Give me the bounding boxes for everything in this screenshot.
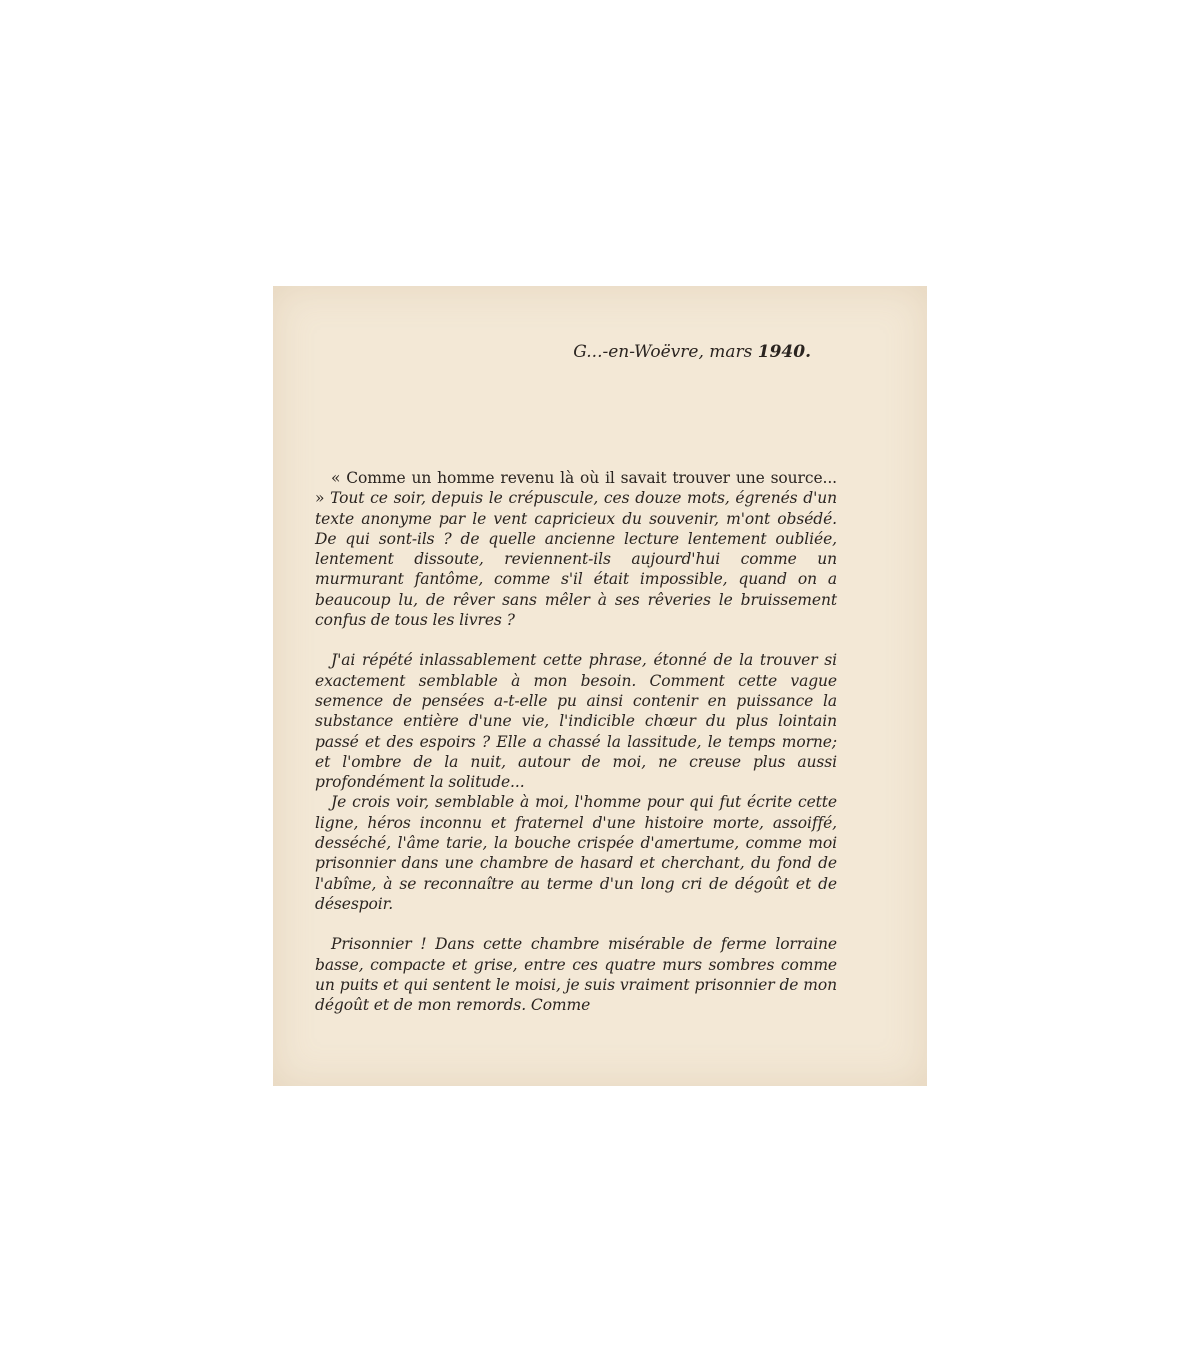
paragraph-3: Je crois voir, semblable à moi, l'homme pour qui fut écrite cette ligne, héros inconnu et fraternel d'une histoire morte, assoiffé, desséché, l'âme tarie, la bouche crispée d'amertume, comme moi prisonnier dans une chambre de hasard et cherchant, du fond de l'abîme, à se reconnaître au terme d'un long cri de dégoût et de désespoir. bbox=[315, 793, 837, 913]
paragraph-1-text: Tout ce soir, depuis le crépuscule, ces douze mots, égrenés d'un texte anonyme par le vent capricieux du souvenir, m'ont obsédé. De qui sont-ils ? de quelle ancienne lecture lentement oubliée, lentement dissoute, reviennent-ils aujourd'hui comme un murmurant fantôme, comme s'il était impossible, quand on a beaucoup lu, de rêver sans mêler à ses rêveries le bruissement confus de tous les livres ? bbox=[315, 489, 837, 630]
book-page bbox=[273, 286, 927, 1086]
paragraph-4: Prisonnier ! Dans cette chambre misérable de ferme lorraine basse, compacte et grise, entre ces quatre murs sombres comme un puits et qui sentent le moisi, je suis vraiment prisonnier de mon dégoût et de mon remords. Comme bbox=[315, 935, 837, 1015]
paragraph-1 bbox=[315, 468, 837, 630]
dateline-place: G...-en-Woëvre, mars bbox=[573, 342, 753, 362]
body-text bbox=[315, 468, 837, 1015]
opening-quote: « Comme un homme revenu là où il savait trouver une source... » bbox=[315, 469, 837, 508]
dateline-year: 1940. bbox=[757, 342, 811, 362]
dateline bbox=[573, 342, 811, 362]
paragraph-2: J'ai répété inlassablement cette phrase, étonné de la trouver si exactement semblable à mon besoin. Comment cette vague semence de pensées a-t-elle pu ainsi contenir en puissance la substance entière d'une vie, l'indicible chœur du plus lointain passé et des espoirs ? Elle a chassé la lassitude, le temps morne; et l'ombre de la nuit, autour de moi, ne creuse plus aussi profondément la solitude... bbox=[315, 651, 837, 792]
